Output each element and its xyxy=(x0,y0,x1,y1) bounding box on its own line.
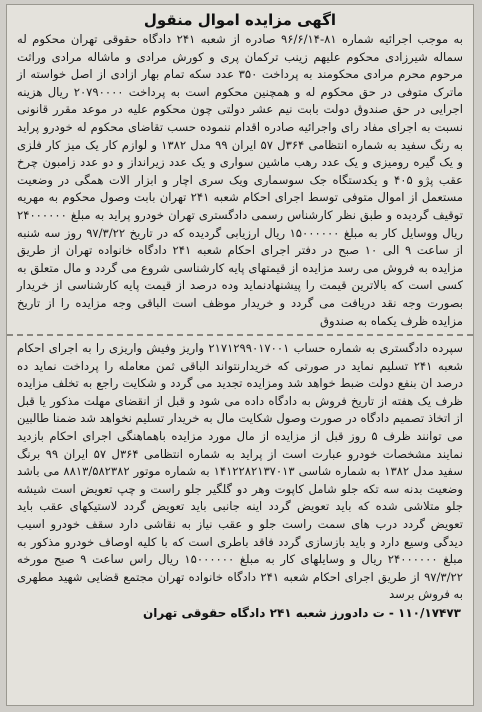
clipping-tear-line xyxy=(7,334,473,336)
notice-body-part-2: سپرده دادگستری به شماره حساب ۲۱۷۱۲۹۹۰۱۷۰۰۱ واریز وفیش واریزی را به اجرای احکام شعبه ۲۴۱ تسلیم نماید در صورتی که خریدارنتواند الباقی ثمن معامله را پرداخت نماید ده درصد ان بنفع دولت ضبط خواهد شد ومزایده تجدید می گردد و شکایت راجع به تخلف مزایده ظرف یک هفته از تاریخ فروش به دادگاه داده می شود و قبل از انقضای مهلت مذکور یا قبل از اتخاذ تصمیم دادگاه در صورت وصول شکایت مال به خریدار تسلیم نخواهد شد ضمنا طالبین می توانند ظرف ۵ روز قبل از مزایده از مال مورد مزایده باهماهنگی اجرای احکام بازدید نمایند مشخصات خودرو عبارت است از پراید به شماره انتظامی ۳۶۴ل ۵۷ ایران ۹۹ برنگ سفید مدل ۱۳۸۲ به شماره شاسی ۱۴۱۲۲۸۲۱۳۷۰۱۳ به شماره موتور ۸۸۱۳/۵۸۲۳۸۲ می باشد وضعیت بدنه سه تکه جلو شامل کاپوت وهر دو گلگیر جلو راست و چپ تعویض است شیشه جلو متلاشی شده که باید تعویض گردد اینه جانبی باید تعویض گردد لاستیکهای عقب باید تعویض گردد درب های سمت راست جلو و عقب نیاز به نقاشی دارد سقف خودرو اسیب دیدگی وسیع دارد و باید بازسازی گردد فاقد باطری است که با کلیه اوصاف خودرو مذکور به مبلغ ۲۴۰۰۰۰۰۰ ریال و وسایلهای کار به مبلغ ۱۵۰۰۰۰۰۰ ریال راس ساعت ۹ صبح مورخه ۹۷/۳/۲۲ از طریق اجرای احکام شعبه ۲۴۱ دادگاه خانواده تهران مجتمع قضایی شهید مطهری به فروش برسد xyxy=(17,341,464,602)
notice-signature: ۱۱۰/۱۷۴۷۳ - ت دادورز شعبه ۲۴۱ دادگاه حقوقی تهران xyxy=(143,606,461,620)
newspaper-clipping xyxy=(6,4,474,706)
notice-title: اگهی مزایده اموال منقول xyxy=(143,11,337,29)
notice-body-part-1: به موجب اجرائیه شماره ۸۱-۹۶/۶/۱۴ صادره از شعبه ۲۴۱ دادگاه حقوقی تهران محکوم له سماله شیرزادی محکوم علیهم زینب ترکمان پری و کورش مرادی و ماشاله مرادی وراثت مرحوم محرم مرادی محکومند به پرداخت ۳۵۰ عدد سکه تمام بهار ازادی از اصل خواسته از ماترک متوفی در حق محکوم له و همچنین محکوم است به پرداخت ۲۰۷۹۰۰۰۰ ریال هزینه اجرایی در حق صندوق دولت بابت نیم عشر دولتی چون محکوم علیه در موعد مقرر قانونی نسبت به اجرای مفاد رای واجرائیه صادره اقدام ننموده حسب تقاضای محکوم له خودرو پراید به رنگ سفید به شماره انتظامی ۳۶۴ل ۵۷ ایران ۹۹ مدل ۱۳۸۲ و لوازم کار یک میز کار فلزی و یک گیره رومیزی و یک عدد رهب ماشین سواری و یک عدد زیرانداز و دو عدد زامبون چرخ عقب پژو ۴۰۵ و یکدستگاه جک سوسماری ویک سری اچار و ابزار الات همگی در وضعیت مستعمل از اموال متوفی توسط اجرای احکام شعبه ۲۴۱ تهران بابت وصول محکوم به مهریه توقیف گردیده و طبق نظر کارشناس رسمی دادگستری تهران خودرو پراید به مبلغ ۲۴۰۰۰۰۰۰ ریال ووسایل کار به مبلغ ۱۵۰۰۰۰۰۰ ریال ارزیابی گردیده که در تاریخ ۹۷/۳/۲۲ روز سه شنبه از ساعت ۹ الی ۱۰ صبح در دفتر اجرای احکام شعبه ۲۴۱ دادگاه خانواده تهران از طریق مزایده به فروش می رسد مزایده از قیمتهای پایه کارشناسی شروع می گردد و مال متعلق به کسی است که بالاترین قیمت را پیشنهادنماید وده درصد از قیمت پایه کارشناسی از خریدار بصورت وجه نقد دریافت می گردد و خریدار موظف است الباقی وجه مزایده را از تاریخ مزایده ظرف یکماه به صندوق xyxy=(17,32,464,328)
